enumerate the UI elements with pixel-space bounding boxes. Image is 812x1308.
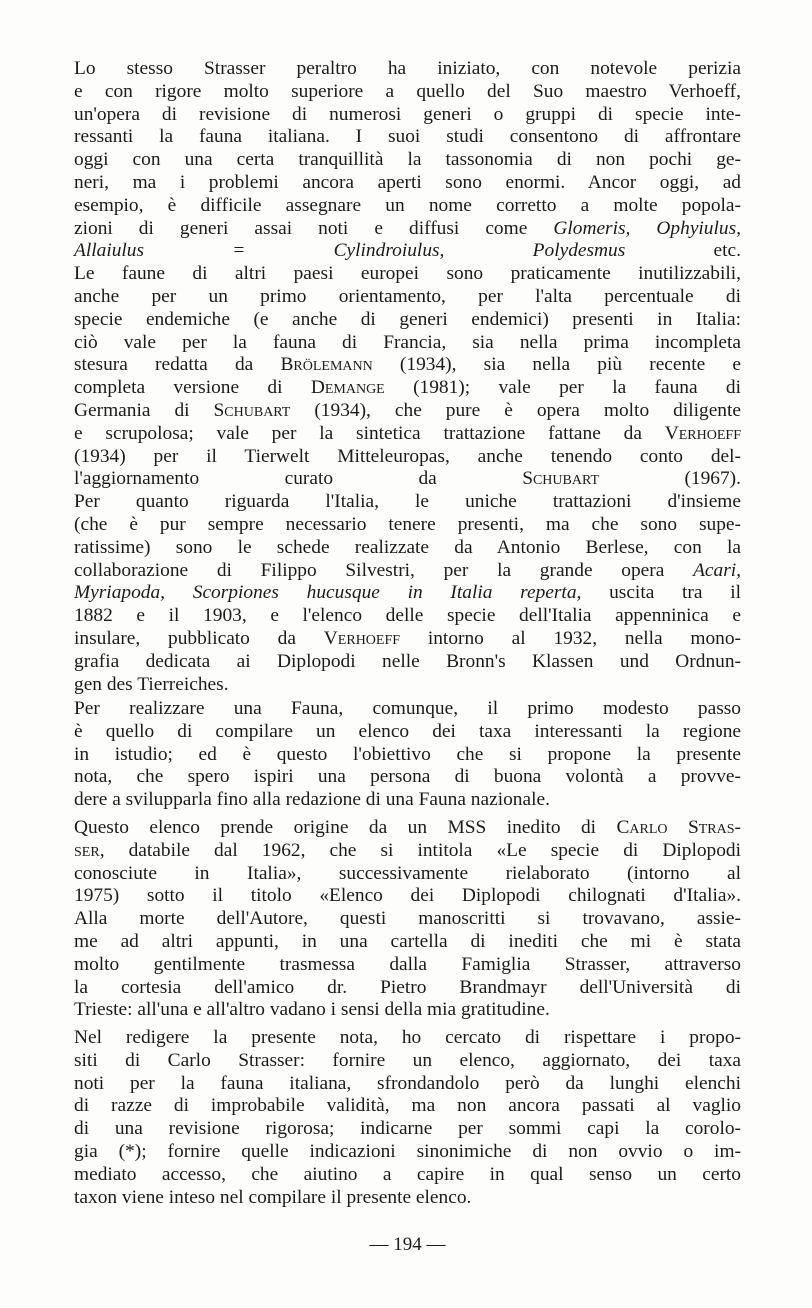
paragraph [74, 698, 741, 812]
author-name: Carlo Stras- [616, 817, 741, 838]
text-line [74, 744, 741, 767]
text-line [74, 789, 741, 812]
paragraph [74, 58, 741, 696]
text-run: (1934), che pure è opera molto diligente [290, 399, 741, 421]
text-line [74, 954, 741, 977]
text-line [74, 1027, 741, 1050]
text-line [74, 582, 741, 605]
text-line [74, 423, 741, 446]
text-line [74, 628, 741, 651]
text-line [74, 332, 741, 355]
page-number: — 194 — [369, 1234, 446, 1255]
text-run: 1882 e il 1903, e l'elenco delle specie dell'Italia appenninica e [74, 605, 741, 627]
text-run: di razze di improbabile validità, ma non ancora passati al vaglio [74, 1095, 741, 1117]
text-line [74, 1095, 741, 1118]
paragraph [74, 1027, 741, 1209]
text-line [74, 817, 741, 840]
text-run: mediato accesso, che aiutino a capire in qual senso un certo [74, 1163, 741, 1185]
text-line [74, 172, 741, 195]
text-run: noti per la fauna italiana, sfrondandolo però da lunghi elenchi [74, 1072, 741, 1094]
text-run: taxon viene inteso nel compilare il presente elenco. [74, 1186, 472, 1208]
text-run: la cortesia dell'amico dr. Pietro Brandmayr dell'Università di [74, 976, 741, 998]
text-line [74, 81, 741, 104]
text-run: zioni di generi assai noti e diffusi come [74, 217, 554, 239]
text-run: intorno al 1932, nella mono- [400, 627, 741, 649]
text-run: dere a svilupparla fino alla redazione di una Fauna nazionale. [74, 789, 550, 811]
author-name: Demange [310, 377, 385, 399]
text-run: (1934) per il Tierwelt Mitteleuropas, anche tenendo conto del- [74, 445, 741, 467]
document-page [74, 0, 741, 1308]
text-line [74, 885, 741, 908]
text-line [74, 1164, 741, 1187]
text-run: e scrupolosa; vale per la sintetica trattazione fattane da [74, 422, 665, 444]
text-run: uscita tra il [581, 582, 741, 604]
text-line [74, 908, 741, 931]
text-line [74, 240, 741, 263]
text-run: neri, ma i problemi ancora aperti sono enormi. Ancor oggi, ad [74, 171, 741, 193]
text-run: di una revisione rigorosa; indicarne per sommi capi la corolo- [74, 1118, 741, 1140]
text-line [74, 1141, 741, 1164]
text-line [74, 377, 741, 400]
text-run: collaborazione di Filippo Silvestri, per la grande opera [74, 559, 694, 581]
text-line [74, 491, 741, 514]
text-run: l'aggiornamento curato da [74, 468, 523, 490]
text-run: è quello di compilare un elenco dei taxa interessanti la regione [74, 720, 741, 742]
text-line [74, 263, 741, 286]
text-run: 1975) sotto il titolo «Elenco dei Diplopodi chilognati d'Italia». [74, 885, 741, 907]
author-name: ser [74, 839, 100, 861]
text-run: Per realizzare una Fauna, comunque, il primo modesto passo [74, 698, 741, 719]
text-line [74, 605, 741, 628]
text-line [74, 1073, 741, 1096]
author-name: Verhoeff [664, 422, 741, 444]
author-name: Brölemann [280, 354, 373, 376]
text-run: , databile dal 1962, che si intitola «Le specie di Diplopodi [99, 839, 741, 861]
text-run: un'opera di revisione di numerosi generi o gruppi di specie inte- [74, 103, 741, 125]
text-line [74, 286, 741, 309]
text-run: completa versione di [74, 377, 311, 399]
text-run: grafia dedicata ai Diplopodi nelle Bronn's Klassen und Ordnun- [74, 650, 741, 672]
text-run: (1934), sia nella più recente e [372, 354, 741, 376]
text-run: Per quanto riguarda l'Italia, le uniche trattazioni d'insieme [74, 491, 741, 513]
text-line [74, 863, 741, 886]
text-line [74, 354, 741, 377]
text-run: stesura redatta da [74, 354, 281, 376]
text-run: gia (*); fornire quelle indicazioni sinonimiche di non ovvio o im- [74, 1140, 741, 1162]
text-line [74, 309, 741, 332]
text-run: etc. [625, 240, 741, 262]
text-run: in istudio; ed è questo l'obiettivo che si propone la presente [74, 743, 741, 765]
text-run: ressanti la fauna italiana. I suoi studi consentono di affrontare [74, 126, 741, 148]
text-line [74, 1187, 741, 1210]
text-line [74, 999, 741, 1022]
text-run: me ad altri appunti, in una cartella di inediti che mi è stata [74, 930, 741, 952]
text-run: ratissime) sono le schede realizzate da Antonio Berlese, con la [74, 536, 741, 558]
text-run: specie endemiche (e anche di generi endemici) presenti in Italia: [74, 308, 741, 330]
text-run: Lo stesso Strasser peraltro ha iniziato, con notevole perizia [74, 58, 741, 79]
text-line [74, 766, 741, 789]
text-run: gen des Tierreiches. [74, 673, 229, 695]
author-name: Schubart [522, 468, 600, 490]
italic-text: Allaiulus = Cylindroiulus, Polydesmus [74, 240, 626, 262]
text-run: (1967). [599, 468, 741, 490]
text-line [74, 840, 741, 863]
text-run: e con rigore molto superiore a quello del Suo maestro Verhoeff, [74, 80, 741, 102]
text-line [74, 1118, 741, 1141]
text-line [74, 126, 741, 149]
text-run: Questo elenco prende origine da un MSS inedito di [74, 817, 617, 838]
italic-text: Glomeris, Ophyiulus, [553, 217, 741, 239]
text-line [74, 1050, 741, 1073]
text-run: ciò vale per la fauna di Francia, sia nella prima incompleta [74, 331, 741, 353]
text-line [74, 698, 741, 721]
text-run: insulare, pubblicato da [74, 627, 324, 649]
text-run: siti di Carlo Strasser: fornire un elenco, aggiornato, dei taxa [74, 1049, 741, 1071]
text-run: nota, che spero ispiri una persona di buona volontà a provve- [74, 766, 741, 788]
text-line [74, 195, 741, 218]
text-line [74, 446, 741, 469]
text-line [74, 674, 741, 697]
text-line [74, 400, 741, 423]
text-run: Alla morte dell'Autore, questi manoscritti si trovavano, assie- [74, 908, 741, 930]
text-run: oggi con una certa tranquillità la tassonomia di non pochi ge- [74, 149, 741, 171]
text-line [74, 514, 741, 537]
text-run: molto gentilmente trasmessa dalla Famiglia Strasser, attraverso [74, 953, 741, 975]
author-name: Schubart [213, 399, 291, 421]
text-line [74, 468, 741, 491]
text-line [74, 931, 741, 954]
text-line [74, 560, 741, 583]
text-run: (che è pur sempre necessario tenere presenti, ma che sono supe- [74, 513, 741, 535]
text-line [74, 651, 741, 674]
italic-text: Acari, [693, 559, 741, 581]
text-run: esempio, è difficile assegnare un nome corretto a molte popola- [74, 194, 741, 216]
text-line [74, 218, 741, 241]
text-line [74, 977, 741, 1000]
text-run: Nel redigere la presente nota, ho cercato di rispettare i propo- [74, 1027, 741, 1048]
author-name: Verhoeff [323, 627, 401, 649]
text-run: anche per un primo orientamento, per l'alta percentuale di [74, 285, 741, 307]
text-line [74, 58, 741, 81]
text-line [74, 721, 741, 744]
text-run: conosciute in Italia», successivamente rielaborato (intorno al [74, 862, 741, 884]
text-line [74, 537, 741, 560]
italic-text: Myriapoda, Scorpiones hucusque in Italia reperta, [74, 582, 582, 604]
text-line [74, 149, 741, 172]
text-run: Germania di [74, 399, 214, 421]
paragraph [74, 817, 741, 1022]
text-line [74, 104, 741, 127]
text-run: (1981); vale per la fauna di [384, 377, 741, 399]
text-run: Le faune di altri paesi europei sono praticamente inutilizzabili, [74, 263, 741, 285]
text-run: Trieste: all'una e all'altro vadano i sensi della mia gratitudine. [74, 999, 550, 1021]
